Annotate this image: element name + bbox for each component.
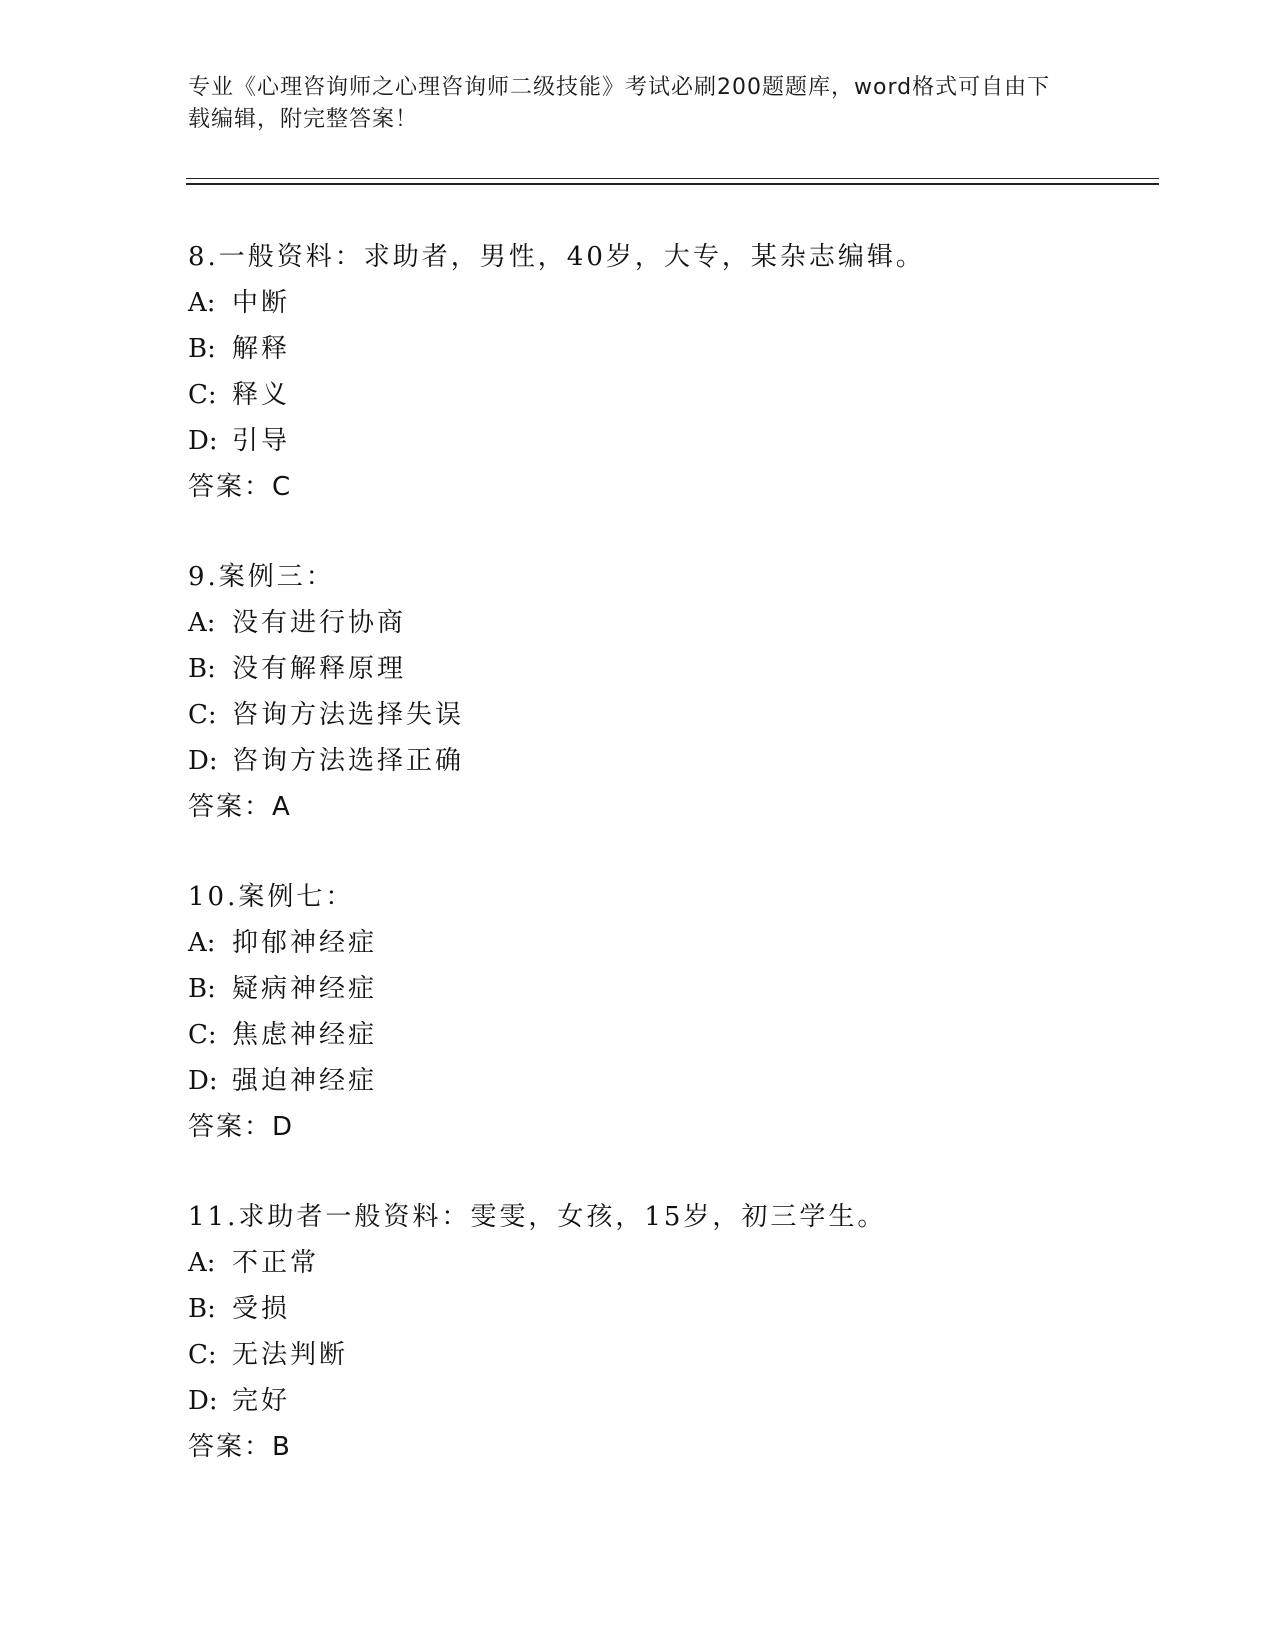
option-c — [188, 1332, 1148, 1378]
option-key: B: — [188, 334, 216, 364]
option-key: B: — [188, 974, 216, 1004]
option-key: D: — [188, 1386, 218, 1416]
option-text: 解释 — [232, 334, 291, 364]
option-key: A: — [188, 928, 216, 958]
question-block — [188, 874, 1148, 1150]
option-key: B: — [188, 654, 216, 684]
option-b — [188, 646, 1148, 692]
option-key: C: — [188, 700, 217, 730]
option-a — [188, 920, 1148, 966]
option-key: A: — [188, 608, 216, 638]
option-text: 无法判断 — [232, 1340, 349, 1370]
option-b — [188, 966, 1148, 1012]
option-c — [188, 1012, 1148, 1058]
option-a — [188, 280, 1148, 326]
option-text: 受损 — [232, 1294, 291, 1324]
option-b — [188, 1286, 1148, 1332]
option-key: B: — [188, 1294, 216, 1324]
header-divider-line-thick — [186, 183, 1159, 185]
option-text: 中断 — [232, 288, 291, 318]
option-text: 焦虑神经症 — [232, 1020, 378, 1050]
option-key: C: — [188, 1340, 217, 1370]
option-a — [188, 1240, 1148, 1286]
option-text: 没有解释原理 — [232, 654, 407, 684]
document-header-text: 专业《心理咨询师之心理咨询师二级技能》考试必刷200题题库，word格式可自由下载编辑，附完整答案！ — [188, 75, 1051, 132]
answer-line: 答案：D — [188, 1112, 295, 1142]
answer-line: 答案：A — [188, 792, 292, 822]
header-divider-line — [186, 178, 1159, 179]
option-text: 完好 — [232, 1386, 291, 1416]
option-text: 引导 — [232, 426, 291, 456]
option-text: 咨询方法选择正确 — [232, 746, 465, 776]
option-key: A: — [188, 288, 216, 318]
question-block — [188, 554, 1148, 830]
question-block — [188, 234, 1148, 510]
question-stem: 9.案例三： — [188, 562, 335, 592]
option-text: 不正常 — [232, 1248, 320, 1278]
option-d — [188, 1378, 1148, 1424]
option-d — [188, 418, 1148, 464]
option-key: D: — [188, 426, 218, 456]
option-text: 疑病神经症 — [232, 974, 378, 1004]
option-a — [188, 600, 1148, 646]
option-d — [188, 1058, 1148, 1104]
option-key: D: — [188, 1066, 218, 1096]
option-c — [188, 692, 1148, 738]
option-key: C: — [188, 1020, 217, 1050]
question-stem: 8.一般资料：求助者，男性，40岁，大专，某杂志编辑。 — [188, 242, 925, 272]
question-stem: 10.案例七： — [188, 882, 355, 912]
option-key: A: — [188, 1248, 216, 1278]
answer-line: 答案：C — [188, 472, 293, 502]
option-c — [188, 372, 1148, 418]
option-key: C: — [188, 380, 217, 410]
option-d — [188, 738, 1148, 784]
option-key: D: — [188, 746, 218, 776]
question-block — [188, 1194, 1148, 1470]
question-stem: 11.求助者一般资料：雯雯，女孩，15岁，初三学生。 — [188, 1202, 887, 1232]
option-b — [188, 326, 1148, 372]
option-text: 释义 — [232, 380, 291, 410]
option-text: 没有进行协商 — [232, 608, 407, 638]
option-text: 咨询方法选择失误 — [232, 700, 465, 730]
option-text: 抑郁神经症 — [232, 928, 378, 958]
option-text: 强迫神经症 — [232, 1066, 378, 1096]
answer-line: 答案：B — [188, 1432, 292, 1462]
